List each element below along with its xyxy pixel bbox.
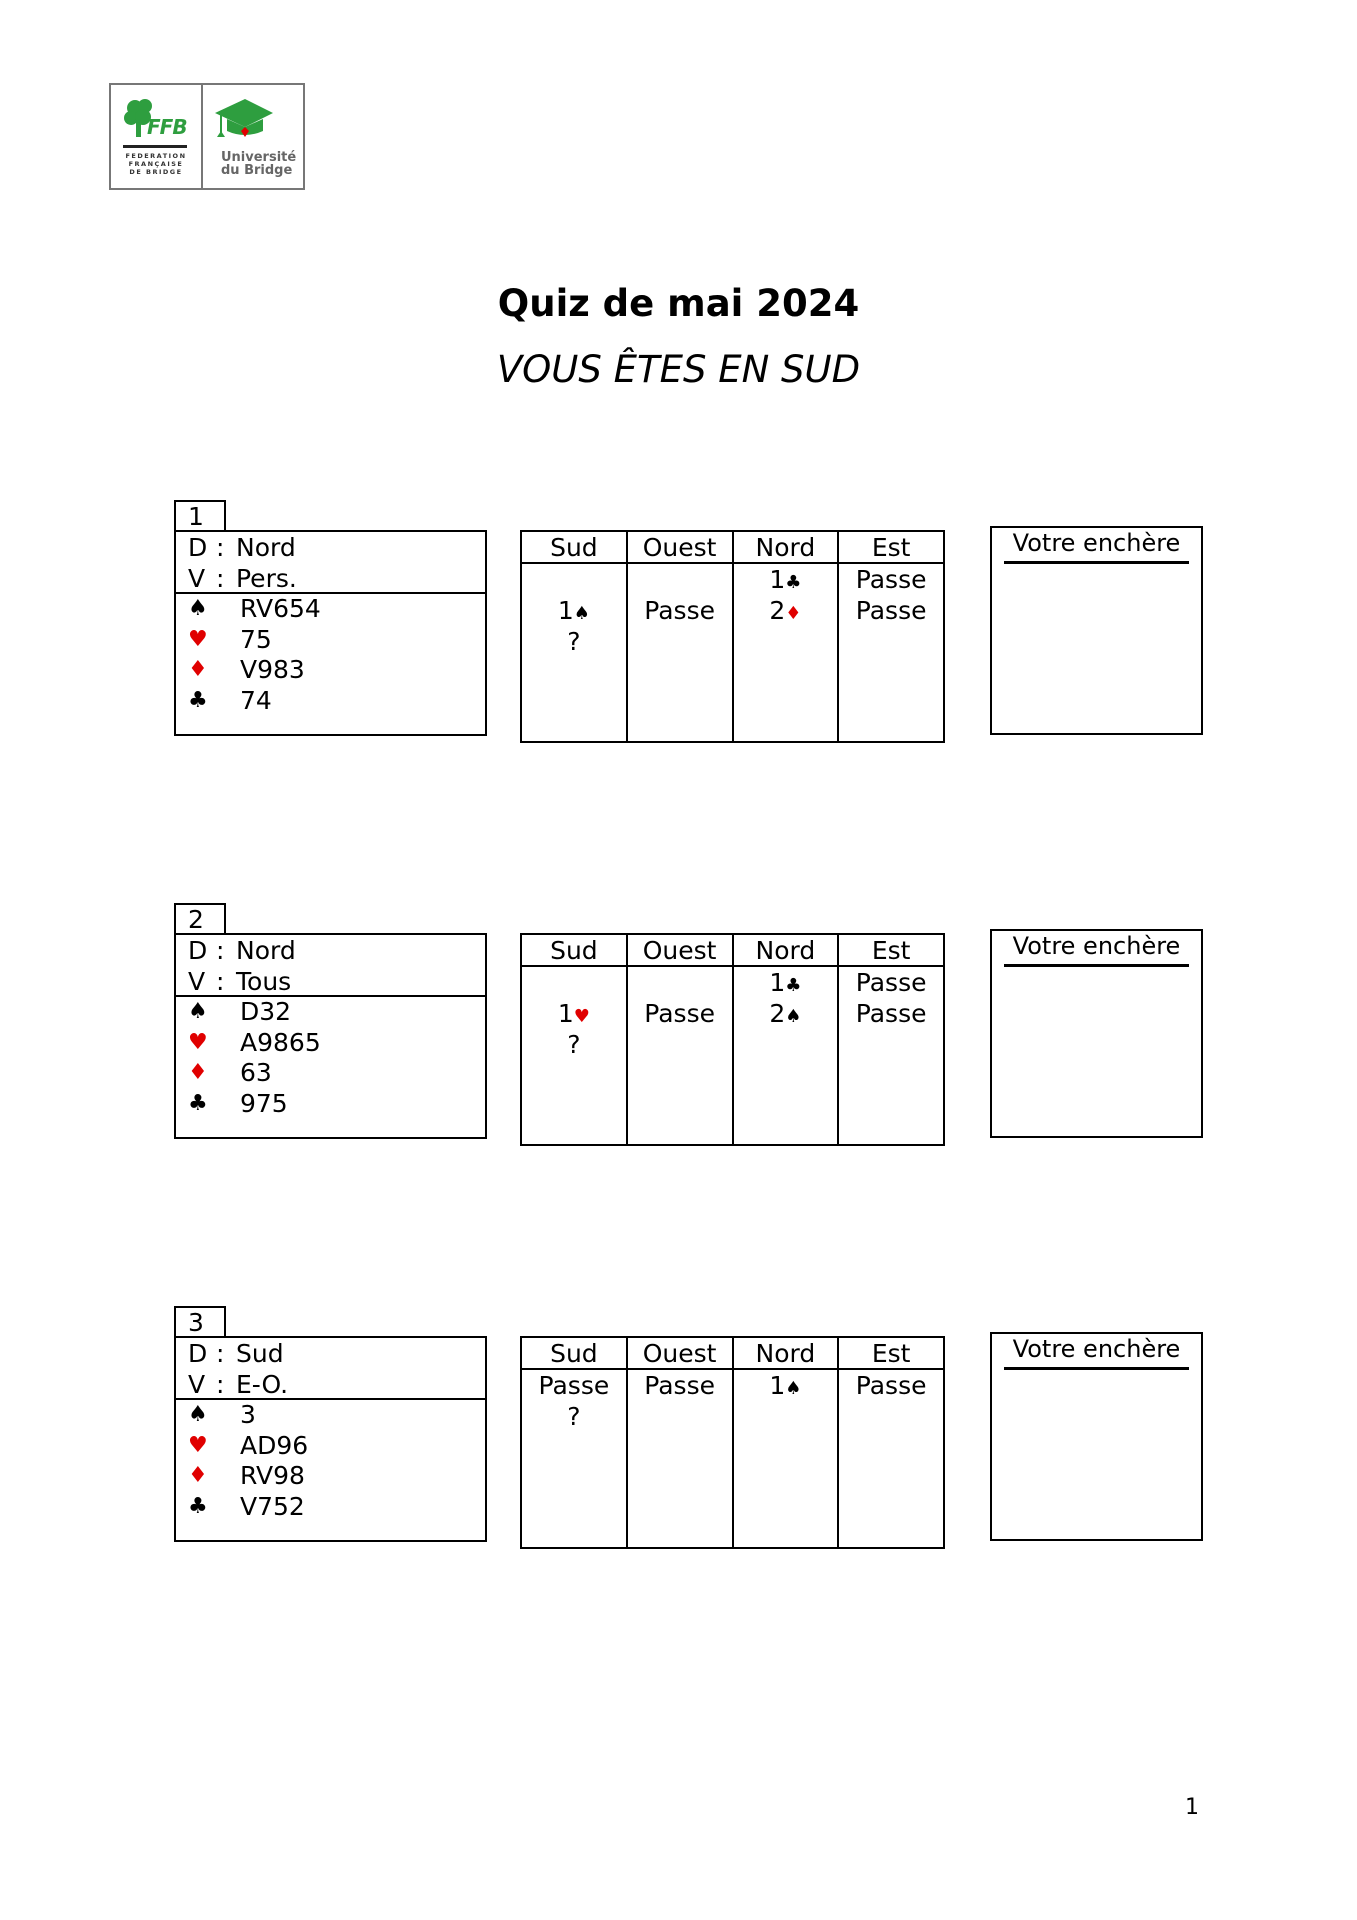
- bid-text: ?: [567, 1402, 581, 1431]
- spades-holding: D32: [240, 997, 292, 1026]
- clubs-holding: V752: [240, 1491, 305, 1521]
- colon: :: [216, 564, 225, 593]
- bid-suit-icon: ♣: [785, 975, 802, 996]
- auction-bid: [839, 967, 943, 998]
- auction-bid: [839, 564, 943, 595]
- bid-text: 1: [769, 565, 786, 594]
- auction-bid: [839, 595, 943, 626]
- bid-text: Passe: [855, 1371, 927, 1400]
- hand-box: [174, 933, 487, 1139]
- spades-icon: ♠: [188, 596, 208, 621]
- ffb-logo: [111, 85, 203, 188]
- auction-column-nord: [734, 532, 840, 741]
- vulnerability-key: V: [188, 1370, 206, 1399]
- auction-bid: [628, 1370, 732, 1401]
- auction-bid: [522, 1029, 626, 1060]
- answer-box[interactable]: [990, 1332, 1203, 1541]
- hearts-icon: ♥: [188, 1029, 208, 1055]
- auction-bid: [734, 1370, 838, 1401]
- auction-bid: [628, 564, 732, 595]
- auction-bid: [628, 967, 732, 998]
- quiz-number: 2: [174, 903, 226, 935]
- colon: :: [216, 936, 225, 965]
- answer-underline: [1004, 1367, 1189, 1370]
- quiz-block: [0, 903, 1357, 1163]
- page-title: Quiz de mai 2024: [497, 282, 860, 325]
- hand-row-spades: [176, 1400, 485, 1431]
- auction-header-nord: Nord: [734, 1338, 838, 1370]
- answer-underline: [1004, 964, 1189, 967]
- answer-label: Votre enchère: [1012, 932, 1181, 960]
- diamonds-holding: RV98: [240, 1461, 305, 1490]
- auction-bid: [628, 998, 732, 1029]
- bid-text: 1: [557, 999, 574, 1028]
- colon: :: [216, 1339, 225, 1368]
- auction-header-sud: Sud: [522, 532, 626, 564]
- diamonds-holding: V983: [240, 655, 305, 684]
- quiz-block: [0, 1306, 1357, 1566]
- auction-header-sud: Sud: [522, 1338, 626, 1370]
- hearts-holding: 75: [240, 624, 272, 654]
- logo: [109, 83, 305, 190]
- dealer-key: D: [188, 1339, 208, 1368]
- clubs-icon: ♣: [188, 687, 208, 713]
- graduation-cap-icon: [213, 97, 275, 145]
- bid-text: Passe: [855, 565, 927, 594]
- answer-label: Votre enchère: [1012, 1335, 1181, 1363]
- auction-header-nord: Nord: [734, 532, 838, 564]
- auction-header-est: Est: [839, 935, 943, 967]
- bid-text: Passe: [644, 596, 715, 625]
- spades-holding: RV654: [240, 594, 321, 623]
- vulnerability-key: V: [188, 967, 206, 996]
- vulnerability-value: E-O.: [236, 1370, 289, 1399]
- colon: :: [216, 1370, 225, 1399]
- ffb-mark: FFB: [147, 115, 187, 139]
- quiz-number: 3: [174, 1306, 226, 1338]
- auction-bid: [734, 967, 838, 998]
- hand-row-hearts: [176, 1028, 485, 1059]
- auction-column-sud: [522, 532, 628, 741]
- deal-info: [176, 1338, 485, 1400]
- hand-row-clubs: [176, 686, 485, 717]
- diamonds-icon: ♦: [188, 1463, 208, 1488]
- answer-box[interactable]: [990, 526, 1203, 735]
- auction-header-ouest: Ouest: [628, 935, 732, 967]
- auction-column-nord: [734, 1338, 840, 1547]
- quiz-number: 1: [174, 500, 226, 532]
- bid-text: Passe: [855, 596, 927, 625]
- hand-row-clubs: [176, 1089, 485, 1120]
- bid-suit-icon: ♠: [785, 1378, 802, 1399]
- bid-text: 2: [769, 596, 786, 625]
- vulnerability-key: V: [188, 564, 206, 593]
- bid-text: ?: [567, 627, 581, 656]
- auction-bid: [522, 564, 626, 595]
- bid-suit-icon: ♣: [785, 572, 802, 593]
- clubs-icon: ♣: [188, 1493, 208, 1519]
- hand-row-hearts: [176, 1431, 485, 1462]
- hearts-holding: A9865: [240, 1027, 321, 1057]
- univ-line-2: du Bridge: [221, 163, 293, 178]
- auction-table: [520, 530, 945, 743]
- bid-text: Passe: [644, 1371, 715, 1400]
- hand-row-diamonds: [176, 655, 485, 686]
- ffb-text: FEDERATION FRANÇAISE DE BRIDGE: [125, 152, 187, 176]
- auction-column-est: [839, 935, 943, 1144]
- spades-icon: ♠: [188, 1402, 208, 1427]
- answer-box[interactable]: [990, 929, 1203, 1138]
- spades-holding: 3: [240, 1400, 256, 1429]
- auction-table: [520, 1336, 945, 1549]
- bid-suit-icon: ♥: [573, 1006, 590, 1027]
- bid-text: Passe: [855, 968, 927, 997]
- auction-column-est: [839, 532, 943, 741]
- dealer-key: D: [188, 936, 208, 965]
- auction-header-ouest: Ouest: [628, 532, 732, 564]
- bid-text: Passe: [855, 999, 927, 1028]
- auction-bid: [734, 998, 838, 1029]
- auction-bid: [522, 1401, 626, 1432]
- bid-text: Passe: [644, 999, 715, 1028]
- bid-text: 1: [769, 968, 786, 997]
- auction-header-est: Est: [839, 1338, 943, 1370]
- auction-bid: [839, 1370, 943, 1401]
- answer-label: Votre enchère: [1012, 529, 1181, 557]
- bid-text: ?: [567, 1030, 581, 1059]
- ffb-divider: [123, 145, 187, 148]
- hand-row-clubs: [176, 1492, 485, 1523]
- hand-row-diamonds: [176, 1461, 485, 1492]
- hand-cards: [176, 594, 485, 716]
- hand-box: [174, 530, 487, 736]
- bid-text: 2: [769, 999, 786, 1028]
- auction-column-est: [839, 1338, 943, 1547]
- spades-icon: ♠: [188, 999, 208, 1024]
- quiz-block: [0, 500, 1357, 760]
- page-number: 1: [1185, 1795, 1199, 1820]
- univ-line-1: Université: [221, 150, 297, 165]
- auction-bid: [522, 595, 626, 626]
- bid-suit-icon: ♦: [785, 603, 802, 624]
- bid-text: 1: [769, 1371, 786, 1400]
- hand-box: [174, 1336, 487, 1542]
- auction-column-sud: [522, 1338, 628, 1547]
- hand-row-diamonds: [176, 1058, 485, 1089]
- auction-bid: [522, 626, 626, 657]
- auction-column-ouest: [628, 532, 734, 741]
- auction-header-est: Est: [839, 532, 943, 564]
- dealer-value: Sud: [236, 1339, 284, 1368]
- hand-cards: [176, 997, 485, 1119]
- universite-logo: [203, 85, 303, 188]
- colon: :: [216, 533, 225, 562]
- vulnerability-value: Pers.: [236, 564, 297, 593]
- deal-info: [176, 532, 485, 594]
- colon: :: [216, 967, 225, 996]
- dealer-key: D: [188, 533, 208, 562]
- auction-bid: [734, 564, 838, 595]
- auction-column-ouest: [628, 935, 734, 1144]
- bid-suit-icon: ♠: [785, 1006, 802, 1027]
- answer-underline: [1004, 561, 1189, 564]
- bid-text: Passe: [538, 1371, 610, 1400]
- bid-suit-icon: ♠: [573, 603, 590, 624]
- hearts-holding: AD96: [240, 1430, 309, 1460]
- auction-header-ouest: Ouest: [628, 1338, 732, 1370]
- auction-column-sud: [522, 935, 628, 1144]
- clubs-icon: ♣: [188, 1090, 208, 1116]
- hand-row-hearts: [176, 625, 485, 656]
- auction-bid: [839, 998, 943, 1029]
- hand-cards: [176, 1400, 485, 1522]
- clubs-holding: 74: [240, 685, 272, 715]
- bid-text: 1: [557, 596, 574, 625]
- auction-bid: [628, 595, 732, 626]
- auction-table: [520, 933, 945, 1146]
- auction-header-sud: Sud: [522, 935, 626, 967]
- auction-column-ouest: [628, 1338, 734, 1547]
- auction-bid: [522, 998, 626, 1029]
- auction-bid: [734, 595, 838, 626]
- diamonds-holding: 63: [240, 1058, 272, 1087]
- auction-column-nord: [734, 935, 840, 1144]
- hearts-icon: ♥: [188, 626, 208, 652]
- deal-info: [176, 935, 485, 997]
- diamonds-icon: ♦: [188, 657, 208, 682]
- page-subtitle: VOUS ÊTES EN SUD: [496, 348, 861, 391]
- vulnerability-value: Tous: [236, 967, 292, 996]
- auction-header-nord: Nord: [734, 935, 838, 967]
- auction-bid: [522, 967, 626, 998]
- clubs-holding: 975: [240, 1088, 288, 1118]
- hand-row-spades: [176, 594, 485, 625]
- diamonds-icon: ♦: [188, 1060, 208, 1085]
- hearts-icon: ♥: [188, 1432, 208, 1458]
- dealer-value: Nord: [236, 936, 296, 965]
- dealer-value: Nord: [236, 533, 296, 562]
- hand-row-spades: [176, 997, 485, 1028]
- auction-bid: [522, 1370, 626, 1401]
